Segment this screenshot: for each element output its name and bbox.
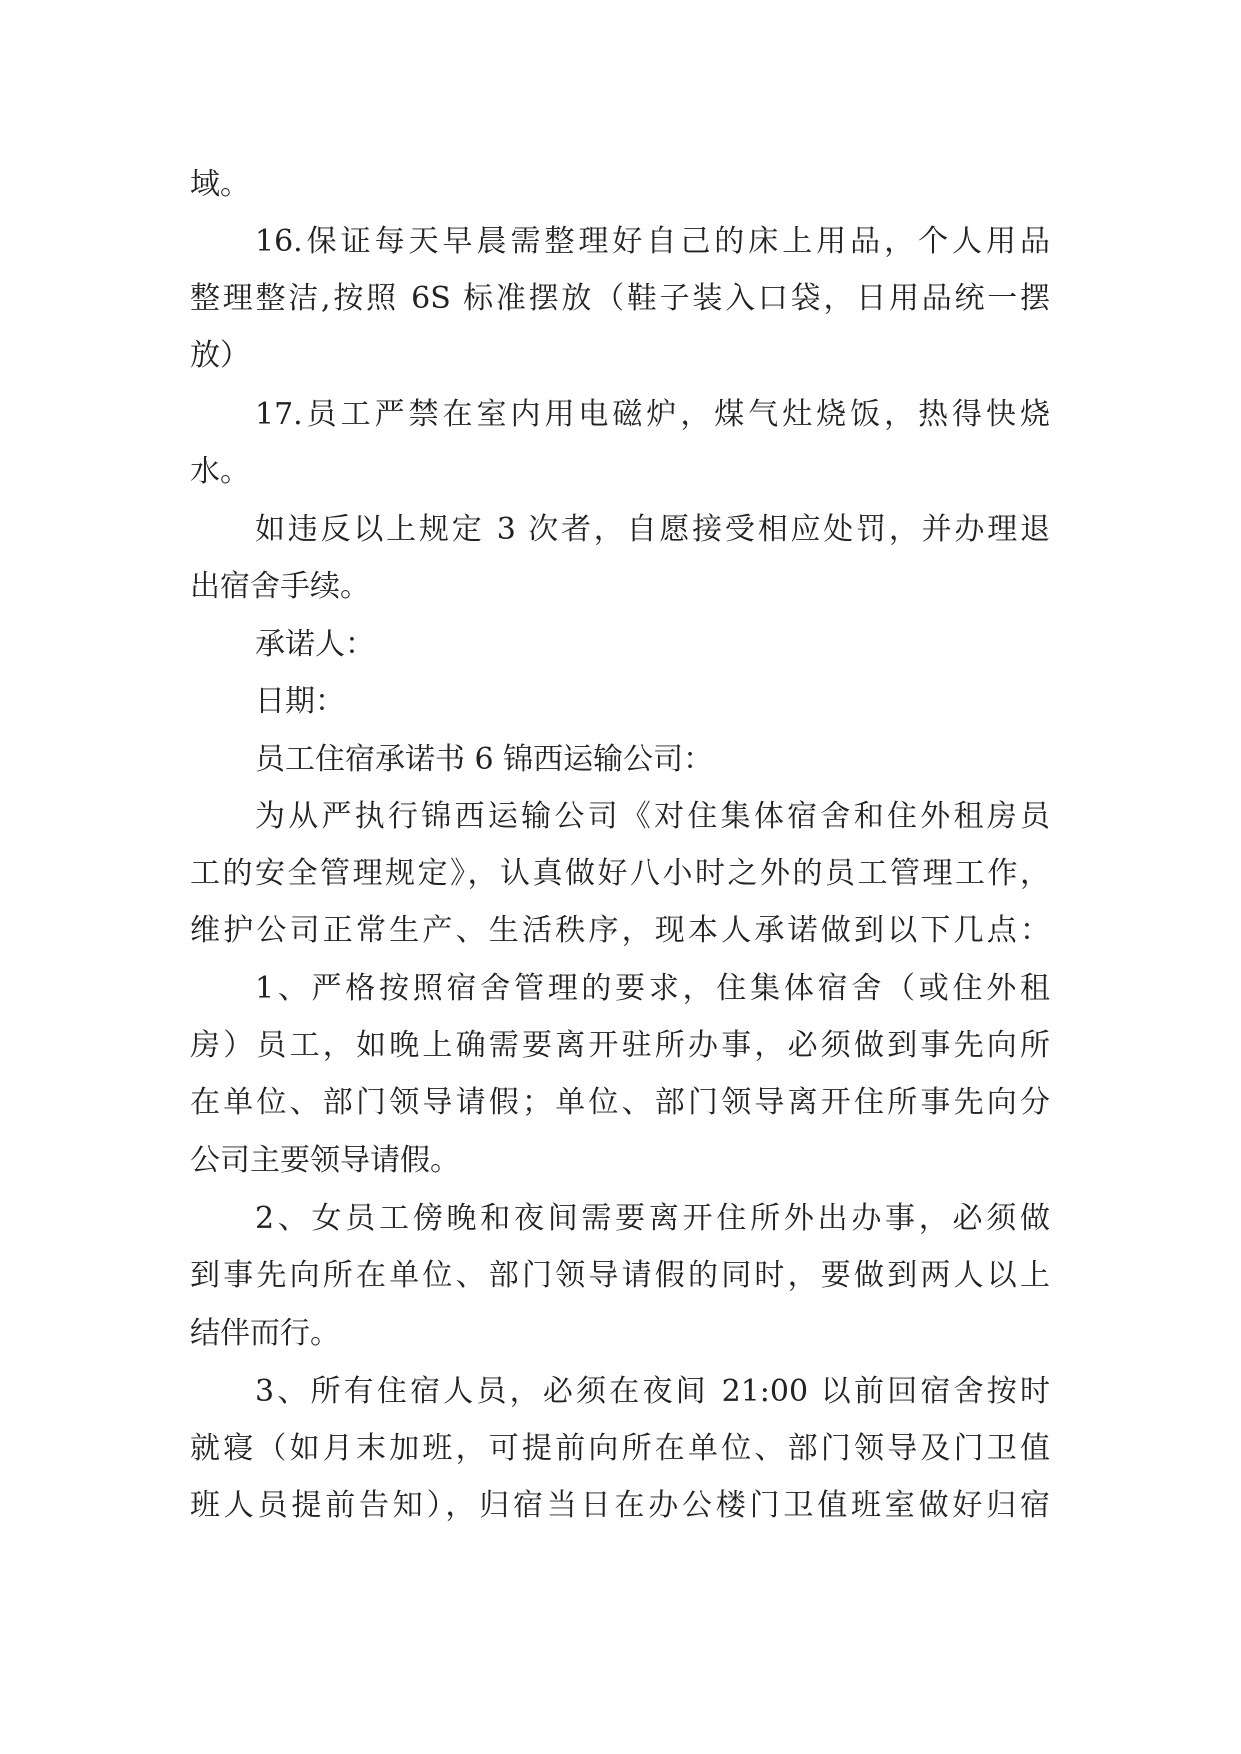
text-line: 如违反以上规定 3 次者，自愿接受相应处罚，并办理退 — [255, 512, 1050, 547]
text-line: 就寝（如月末加班，可提前向所在单位、部门领导及门卫值 — [190, 1431, 1050, 1466]
text-line: 在单位、部门领导请假；单位、部门领导离开住所事先向分 — [190, 1085, 1050, 1120]
text-line: 16.保证每天早晨需整理好自己的床上用品，个人用品 — [255, 224, 1050, 259]
text-line: 放） — [190, 338, 250, 373]
text-line: 结伴而行。 — [190, 1316, 340, 1351]
text-line: 3、所有住宿人员，必须在夜间 21:00 以前回宿舍按时 — [255, 1374, 1050, 1409]
text-line: 房）员工，如晚上确需要离开驻所办事，必须做到事先向所 — [190, 1028, 1050, 1063]
text-line: 域。 — [190, 167, 250, 202]
date-label: 日期： — [255, 684, 345, 719]
text-line: 2、女员工傍晚和夜间需要离开住所外出办事，必须做 — [255, 1201, 1050, 1236]
text-line: 到事先向所在单位、部门领导请假的同时，要做到两人以上 — [190, 1258, 1050, 1293]
text-line: 出宿舍手续。 — [190, 569, 370, 604]
text-line: 为从严执行锦西运输公司《对住集体宿舍和住外租房员 — [255, 799, 1050, 834]
text-line: 1、严格按照宿舍管理的要求，住集体宿舍（或住外租 — [255, 971, 1050, 1006]
text-line: 公司主要领导请假。 — [190, 1143, 460, 1178]
text-line: 水。 — [190, 454, 250, 489]
signer-label: 承诺人： — [255, 627, 375, 662]
section-title: 员工住宿承诺书 6 锦西运输公司： — [255, 742, 714, 777]
text-line: 维护公司正常生产、生活秩序，现本人承诺做到以下几点： — [190, 913, 1050, 948]
text-line: 17.员工严禁在室内用电磁炉，煤气灶烧饭，热得快烧 — [255, 397, 1050, 432]
text-line: 工的安全管理规定》，认真做好八小时之外的员工管理工作， — [190, 856, 1050, 891]
text-line: 整理整洁,按照 6S 标准摆放（鞋子装入口袋，日用品统一摆 — [190, 281, 1050, 316]
text-line: 班人员提前告知），归宿当日在办公楼门卫值班室做好归宿 — [190, 1488, 1050, 1523]
